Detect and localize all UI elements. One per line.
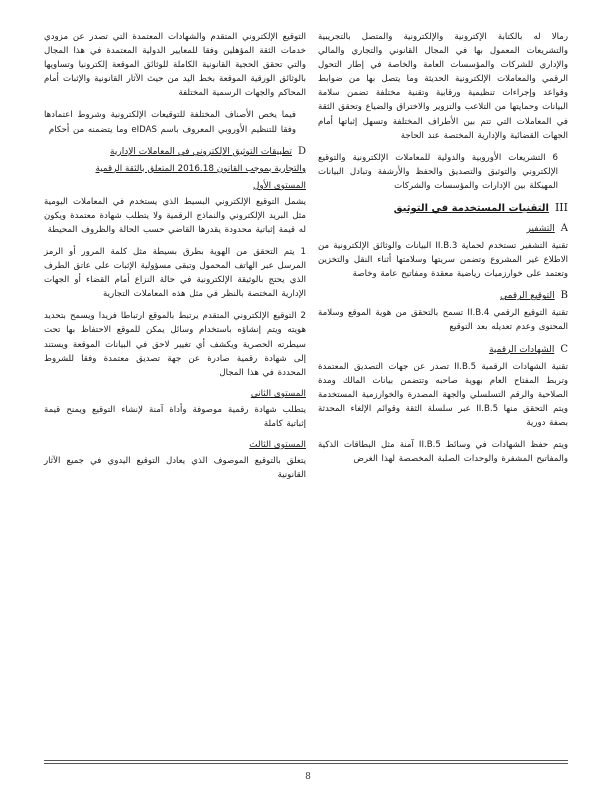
level-heading: ﺍﻟﻤﺴﺘﻮﻯ ﺍﻷﻭﻝ: [252, 180, 306, 191]
footer-rule: [44, 763, 568, 764]
level-heading: ﺍﻟﻤﺴﺘﻮﻯ ﺍﻟﺜﺎﻟﺚ: [249, 439, 306, 450]
subsection-heading: [318, 289, 568, 303]
subsection-subtitle: ﻭﺍﻟﺘﺠﺎﺭﻳﺔ ﺑﻤﻮﺟﺐ ﺍﻟﻘﺎﻧﻮﻥ 2016.18 ﺍﻟﻤﺘﻌﻠﻖ ﺑﺎﻟﺜﻘﺔ ﺍﻟﺮﻗﻤﻴﺔ: [95, 163, 306, 174]
body-paragraph: 1 ﻳﺘﻢ ﺍﻟﺘﺤﻘﻖ ﻣﻦ ﺍﻟﻬﻮﻳﺔ ﺑﻄﺮﻕ ﺑﺴﻴﻄﺔ ﻣﺜﻞ ﻛﻠﻤﺔ ﺍﻟﻤﺮﻭﺭ ﺃﻭ ﺍﻟﺮﻣﺰ ﺍﻟﻤﺮﺳﻞ ﻋﺒﺮ ﺍﻟﻬﺎﺗﻒ ﺍﻟﻤﺤﻤﻮﻝ ﻭﺗﺒﻘﻰ ﻣﺴﺆﻭﻟﻴﺔ ﺍﻹﺛﺒﺎﺕ ﻋﻠﻰ ﻋﺎﺗﻖ ﺍﻟﻄﺮﻑ ﺍﻟﺬﻱ ﻳﺤﺘﺞ ﺑﺎﻟﻮﺛﻴﻘﺔ ﺍﻹﻟﻜﺘﺮﻭﻧﻴﺔ ﻓﻲ ﺣﺎﻟﺔ ﺍﻟﻨﺰﺍﻉ ﺃﻣﺎﻡ ﺍﻟﻘﻀﺎﺀ ﺃﻭ ﺍﻟﺠﻬﺎﺕ ﺍﻹﺩﺍﺭﻳﺔ ﺍﻟﻤﺨﺘﺼﺔ ﺑﺎﻟﻨﻈﺮ ﻓﻲ ﻣﺜﻞ ﻫﺬﻩ ﺍﻟﻤﻌﺎﻣﻼﺕ ﺍﻟﺘﺠﺎﺭﻳﺔ: [44, 246, 306, 300]
subsection-letter: C: [560, 343, 568, 355]
body-paragraph: ﺭﻣﺎﻻ ﻟﻪ ﺑﺎﻟﻜﺘﺎﺑﺔ ﺍﻹﻛﺘﺮﻭﻧﻴﺔ ﻭﺍﻹﻟﻜﺘﺮﻭﻧﻴﺔ ﻭﺍﻟﻤﺘﺼﻞ ﺑﺎﻟﺘﺠﺮﻳﺒﻴﺔ ﻭﺍﻟﺘﺸﺮﻳﻌﺎﺕ ﺍﻟﻤﻌﻤﻮﻝ ﺑﻬﺎ ﻓﻲ ﺍﻟﻤﺠﺎﻝ ﺍﻟﻘﺎﻧﻮﻧﻲ ﻭﺍﻟﺘﺠﺎﺭﻱ ﻭﺍﻟﻤﺎﻟﻲ ﻭﺍﻹﺩﺍﺭﻱ ﻟﻠﺸﺮﻛﺎﺕ ﻭﺍﻟﻤﺆﺳﺴﺎﺕ ﺍﻟﻌﺎﻣﺔ ﻭﺍﻟﺨﺎﺻﺔ ﻓﻲ ﺇﻃﺎﺭ ﺍﻟﺘﺤﻮﻝ ﺍﻟﺮﻗﻤﻲ ﻭﺍﻟﻤﻌﺎﻣﻼﺕ ﺍﻹﻟﻜﺘﺮﻭﻧﻴﺔ ﺍﻟﺤﺪﻳﺜﺔ ﻭﻣﺎ ﻳﺘﺼﻞ ﺑﻬﺎ ﻣﻦ ﺿﻮﺍﺑﻂ ﻭﻗﻮﺍﻋﺪ ﻭﺇﺟﺮﺍﺀﺍﺕ ﺗﻨﻈﻴﻤﻴﺔ ﻭﺭﻗﺎﺑﻴﺔ ﻭﺗﻘﻨﻴﺔ ﻣﺨﺘﻠﻔﺔ ﺗﻀﻤﻦ ﺳﻼﻣﺔ ﺍﻟﺒﻴﺎﻧﺎﺕ ﻭﺣﻤﺎﻳﺘﻬﺎ ﻣﻦ ﺍﻟﺘﻼﻋﺐ ﻭﺍﻟﺘﺰﻭﻳﺮ ﻭﺍﻻﺧﺘﺮﺍﻕ ﻭﺍﻟﻀﻴﺎﻉ ﻭﺗﺤﻘﻖ ﺍﻟﺜﻘﺔ ﻓﻲ ﺍﻟﻤﻌﺎﻣﻼﺕ ﺍﻟﺘﻲ ﺗﺘﻢ ﺑﻴﻦ ﺍﻷﻃﺮﺍﻑ ﺍﻟﻤﺨﺘﻠﻔﺔ ﻭﺗﺴﻬﻞ ﺇﺛﺒﺎﺗﻬﺎ ﺃﻣﺎﻡ ﺍﻟﺠﻬﺎﺕ ﺍﻟﻘﻀﺎﺋﻴﺔ ﻭﺍﻹﺩﺍﺭﻳﺔ ﺍﻟﻤﺨﺘﺼﺔ ﻋﻨﺪ ﺍﻟﺤﺎﺟﺔ: [318, 32, 568, 141]
body-paragraph: ﺗﻘﻨﻴﺔ ﺍﻟﺸﻬﺎﺩﺍﺕ ﺍﻟﺮﻗﻤﻴﺔ II.B.5 ﺗﺼﺪﺭ ﻋﻦ ﺟﻬﺎﺕ ﺍﻟﺘﺼﺪﻳﻖ ﺍﻟﻤﻌﺘﻤﺪﺓ ﻭﺗﺮﺑﻂ ﺍﻟﻤﻔﺘﺎﺡ ﺍﻟﻌﺎﻡ ﺑﻬﻮﻳﺔ ﺻﺎﺣﺒﻪ ﻭﺗﺘﻀﻤﻦ ﺑﻴﺎﻧﺎﺕ ﺍﻟﻤﺎﻟﻚ ﻭﻣﺪﺓ ﺍﻟﺼﻼﺣﻴﺔ ﻭﺍﻟﺮﻗﻢ ﺍﻟﺘﺴﻠﺴﻠﻲ ﻭﺍﻟﺠﻬﺔ ﺍﻟﻤﺼﺪﺭﺓ ﻭﺍﻟﺨﻮﺍﺭﺯﻣﻴﺔ ﺍﻟﻤﺴﺘﺨﺪﻣﺔ ﻭﻳﺘﻢ ﺍﻟﺘﺤﻘﻖ ﻣﻨﻬﺎ II.B.5 ﻋﺒﺮ ﺳﻠﺴﻠﺔ ﺍﻟﺜﻘﺔ ﻭﻗﻮﺍﺋﻢ ﺍﻹﻟﻐﺎﺀ ﺍﻟﻤﺤﺪﺛﺔ ﺑﺼﻔﺔ ﺩﻭﺭﻳﺔ: [318, 361, 569, 428]
body-paragraph: ﻭﻳﺘﻢ ﺣﻔﻆ ﺍﻟﺸﻬﺎﺩﺍﺕ ﻓﻲ ﻭﺳﺎﺋﻂ II.B.5 ﺁﻣﻨﺔ ﻣﺜﻞ ﺍﻟﺒﻄﺎﻗﺎﺕ ﺍﻟﺬﻛﻴﺔ ﻭﺍﻟﻤﻔﺎﺗﻴﺢ ﺍﻟﻤﺸﻔﺮﺓ ﻭﺍﻟﻮﺣﺪﺍﺕ ﺍﻟﺼﻠﺒﺔ ﺍﻟﻤﺨﺼﺼﺔ ﻟﻬﺬﺍ ﺍﻟﻐﺮﺽ: [318, 439, 568, 465]
subsection-heading: [318, 222, 568, 236]
subsection-heading: [44, 145, 306, 159]
subsection-letter: A: [560, 223, 568, 235]
left-column: [44, 30, 306, 490]
page-number: 8: [305, 772, 311, 782]
subsection-letter: D: [297, 145, 306, 157]
body-paragraph: 2 ﺍﻟﺘﻮﻗﻴﻊ ﺍﻹﻟﻜﺘﺮﻭﻧﻲ ﺍﻟﻤﺘﻘﺪﻡ ﻳﺮﺗﺒﻂ ﺑﺎﻟﻤﻮﻗﻊ ﺍﺭﺗﺒﺎﻃﺎ ﻓﺮﻳﺪﺍ ﻭﻳﺴﻤﺢ ﺑﺘﺤﺪﻳﺪ ﻫﻮﻳﺘﻪ ﻭﻳﺘﻢ ﺇﻧﺸﺎﺅﻩ ﺑﺎﺳﺘﺨﺪﺍﻡ ﻭﺳﺎﺋﻞ ﻳﻤﻜﻦ ﻟﻠﻤﻮﻗﻊ ﺍﻻﺣﺘﻔﺎﻅ ﺑﻬﺎ ﺗﺤﺖ ﺳﻴﻄﺮﺗﻪ ﺍﻟﺤﺼﺮﻳﺔ ﻭﻳﻜﺸﻒ ﺃﻱ ﺗﻐﻴﻴﺮ ﻻﺣﻖ ﻓﻲ ﺍﻟﺒﻴﺎﻧﺎﺕ ﺍﻟﻤﻮﻗﻌﺔ ﻭﻳﺴﺘﻨﺪ ﺇﻟﻰ ﺷﻬﺎﺩﺓ ﺭﻗﻤﻴﺔ ﺻﺎﺩﺭﺓ ﻋﻦ ﺟﻬﺔ ﺗﺼﺪﻳﻖ ﻣﻌﺘﻤﺪﺓ ﻭﻓﻘﺎ ﻟﻠﺸﺮﻭﻁ ﺍﻟﻤﺤﺪﺩﺓ ﻓﻲ ﻫﺬﺍ ﺍﻟﻤﺠﺎﻝ: [44, 311, 306, 378]
right-column: [318, 30, 568, 474]
subsection-title: ﺍﻟﺸﻬﺎﺩﺍﺕ ﺍﻟﺮﻗﻤﻴﺔ: [489, 344, 555, 355]
section-number: III: [554, 201, 568, 215]
body-paragraph: ﺍﻟﺘﻮﻗﻴﻊ ﺍﻹﻟﻜﺘﺮﻭﻧﻲ ﺍﻟﻤﺘﻘﺪﻡ ﻭﺍﻟﺸﻬﺎﺩﺍﺕ ﺍﻟﻤﻌﺘﻤﺪﺓ ﺍﻟﺘﻲ ﺗﺼﺪﺭ ﻋﻦ ﻣﺰﻭﺩﻱ ﺧﺪﻣﺎﺕ ﺍﻟﺜﻘﺔ ﺍﻟﻤﺆﻫﻠﻴﻦ ﻭﻓﻘﺎ ﻟﻠﻤﻌﺎﻳﻴﺮ ﺍﻟﺪﻭﻟﻴﺔ ﺍﻟﻤﻌﺘﻤﺪﺓ ﻓﻲ ﻫﺬﺍ ﺍﻟﻤﺠﺎﻝ ﻭﺍﻟﺘﻲ ﺗﺤﻘﻖ ﺍﻟﺤﺠﻴﺔ ﺍﻟﻘﺎﻧﻮﻧﻴﺔ ﺍﻟﻜﺎﻣﻠﺔ ﻟﻠﻮﺛﺎﺋﻖ ﺍﻟﻤﻮﻗﻌﺔ ﺇﻟﻜﺘﺮﻭﻧﻴﺎ ﻭﺗﺴﺎﻭﻳﻬﺎ ﺑﺎﻟﻮﺛﺎﺋﻖ ﺍﻟﻮﺭﻗﻴﺔ ﺍﻟﻤﻮﻗﻌﺔ ﺑﺨﻂ ﺍﻟﻴﺪ ﻣﻦ ﺣﻴﺚ ﺍﻵﺛﺎﺭ ﺍﻟﻘﺎﻧﻮﻧﻴﺔ ﻭﺍﻹﺛﺒﺎﺕ ﺃﻣﺎﻡ ﺍﻟﻤﺤﺎﻛﻢ ﻭﺍﻟﺠﻬﺎﺕ ﺍﻟﺮﺳﻤﻴﺔ ﺍﻟﻤﺨﺘﻠﻔﺔ: [44, 32, 306, 99]
subsection-heading: [318, 343, 568, 357]
body-paragraph: ﻓﻴﻤﺎ ﻳﺨﺺ ﺍﻷﺻﻨﺎﻑ ﺍﻟﻤﺨﺘﻠﻔﺔ ﻟﻠﺘﻮﻗﻴﻌﺎﺕ ﺍﻹﻟﻜﺘﺮﻭﻧﻴﺔ ﻭﺷﺮﻭﻁ ﺍﻋﺘﻤﺎﺩﻫﺎ ﻭﻓﻘﺎ ﻟﻠﺘﻨﻈﻴﻢ ﺍﻷﻭﺭﻭﺑﻲ ﺍﻟﻤﻌﺮﻭﻑ ﺑﺎﺳﻢ eIDAS ﻭﻣﺎ ﻳﺘﻀﻤﻨﻪ ﻣﻦ ﺃﺣﻜﺎﻡ: [44, 110, 296, 135]
section-heading: [318, 201, 568, 216]
body-paragraph: ﻳﺸﻤﻞ ﺍﻟﺘﻮﻗﻴﻊ ﺍﻹﻟﻜﺘﺮﻭﻧﻲ ﺍﻟﺒﺴﻴﻂ ﺍﻟﺬﻱ ﻳﺴﺘﺨﺪﻡ ﻓﻲ ﺍﻟﻤﻌﺎﻣﻼﺕ ﺍﻟﻴﻮﻣﻴﺔ ﻣﺜﻞ ﺍﻟﺒﺮﻳﺪ ﺍﻹﻟﻜﺘﺮﻭﻧﻲ ﻭﺍﻟﻨﻤﺎﺫﺝ ﺍﻟﺮﻗﻤﻴﺔ ﻭﻻ ﻳﺘﻄﻠﺐ ﺷﻬﺎﺩﺓ ﻣﻌﺘﻤﺪﺓ ﻭﻳﻜﻮﻥ ﻟﻪ ﻗﻴﻤﺔ ﺇﺛﺒﺎﺗﻴﺔ ﻣﺤﺪﻭﺩﺓ ﻳﻘﺪﺭﻫﺎ ﺍﻟﻘﺎﺿﻲ ﺣﺴﺐ ﺍﻟﺤﺎﻟﺔ ﻭﺍﻟﻈﺮﻭﻑ ﺍﻟﻤﺤﻴﻄﺔ: [44, 196, 306, 235]
body-paragraph: 6 ﺍﻟﺘﺸﺮﻳﻌﺎﺕ ﺍﻷﻭﺭﻭﺑﻴﺔ ﻭﺍﻟﺪﻭﻟﻴﺔ ﻟﻠﻤﻌﺎﻣﻼﺕ ﺍﻹﻟﻜﺘﺮﻭﻧﻴﺔ ﻭﺍﻟﺘﻮﻗﻴﻊ ﺍﻹﻟﻜﺘﺮﻭﻧﻲ ﻭﺍﻟﺘﻮﺛﻴﻖ ﻭﺍﻟﺘﺼﺪﻳﻖ ﻭﺍﻟﺤﻔﻆ ﻭﺍﻷﺭﺷﻔﺔ ﻭﺗﺒﺎﺩﻝ ﺍﻟﺒﻴﺎﻧﺎﺕ ﺍﻟﻤﻬﻴﻜﻠﺔ ﺑﻴﻦ ﺍﻹﺩﺍﺭﺍﺕ ﻭﺍﻟﻤﺆﺳﺴﺎﺕ ﻭﺍﻟﺸﺮﻛﺎﺕ: [318, 152, 558, 191]
section-title: ﺍﻟﺘﻘﻨﻴﺎﺕ ﺍﻟﻤﺴﺘﺨﺪﻣﺔ ﻓﻲ ﺍﻟﺘﻮﺛﻴﻖ: [393, 203, 549, 215]
subsection-title: ﺍﻟﺘﻮﻗﻴﻊ ﺍﻟﺮﻗﻤﻲ: [500, 291, 555, 302]
body-paragraph: ﺗﻘﻨﻴﺔ ﺍﻟﺘﻮﻗﻴﻊ ﺍﻟﺮﻗﻤﻲ II.B.4 ﺗﺴﻤﺢ ﺑﺎﻟﺘﺤﻘﻖ ﻣﻦ ﻫﻮﻳﺔ ﺍﻟﻤﻮﻗﻊ ﻭﺳﻼﻣﺔ ﺍﻟﻤﺤﺘﻮﻯ ﻭﻋﺪﻡ ﺗﻌﺪﻳﻠﻪ ﺑﻌﺪ ﺍﻟﺘﻮﻗﻴﻊ: [318, 308, 568, 333]
body-paragraph: ﻳﺘﻌﻠﻖ ﺑﺎﻟﺘﻮﻗﻴﻊ ﺍﻟﻤﻮﺻﻮﻑ ﺍﻟﺬﻱ ﻳﻌﺎﺩﻝ ﺍﻟﺘﻮﻗﻴﻊ ﺍﻟﻴﺪﻭﻱ ﻓﻲ ﺟﻤﻴﻊ ﺍﻵﺛﺎﺭ ﺍﻟﻘﺎﻧﻮﻧﻴﺔ: [44, 455, 306, 481]
footer-rule: [44, 760, 568, 761]
subsection-title: ﺍﻟﺘﺸﻔﻴﺮ: [526, 224, 555, 235]
body-paragraph: ﻳﺘﻄﻠﺐ ﺷﻬﺎﺩﺓ ﺭﻗﻤﻴﺔ ﻣﻮﺻﻮﻓﺔ ﻭﺃﺩﺍﺓ ﺁﻣﻨﺔ ﻹﻧﺸﺎﺀ ﺍﻟﺘﻮﻗﻴﻊ ﻭﻳﻤﻨﺢ ﻗﻴﻤﺔ ﺇﺛﺒﺎﺗﻴﺔ ﻛﺎﻣﻠﺔ: [44, 404, 306, 429]
body-paragraph: ﺗﻘﻨﻴﺔ ﺍﻟﺘﺸﻔﻴﺮ ﺗﺴﺘﺨﺪﻡ ﻟﺤﻤﺎﻳﺔ II.B.3 ﺍﻟﺒﻴﺎﻧﺎﺕ ﻭﺍﻟﻮﺛﺎﺋﻖ ﺍﻹﻟﻜﺘﺮﻭﻧﻴﺔ ﻣﻦ ﺍﻻﻃﻼﻉ ﻏﻴﺮ ﺍﻟﻤﺸﺮﻭﻉ ﻭﺗﻀﻤﻦ ﺳﺮﻳﺘﻬﺎ ﻭﺳﻼﻣﺘﻬﺎ ﺃﺛﻨﺎﺀ ﺍﻟﻨﻘﻞ ﻭﺍﻟﺘﺨﺰﻳﻦ ﻭﺗﻌﺘﻤﺪ ﻋﻠﻰ ﺧﻮﺍﺭﺯﻣﻴﺎﺕ ﺭﻳﺎﺿﻴﺔ ﻣﻌﻘﺪﺓ ﻭﻣﻔﺎﺗﻴﺢ ﻋﺎﻣﺔ ﻭﺧﺎﺻﺔ: [318, 241, 568, 280]
level-heading: ﺍﻟﻤﺴﺘﻮﻯ ﺍﻟﺜﺎﻧﻲ: [250, 388, 306, 399]
subsection-letter: B: [560, 290, 568, 302]
subsection-title: ﺗﻄﺒﻴﻘﺎﺕ ﺍﻟﺘﻮﺛﻴﻖ ﺍﻹﻟﻜﺘﺮﻭﻧﻲ ﻓﻲ ﺍﻟﻤﻌﺎﻣﻼﺕ ﺍﻹﺩﺍﺭﻳﺔ: [110, 146, 292, 157]
